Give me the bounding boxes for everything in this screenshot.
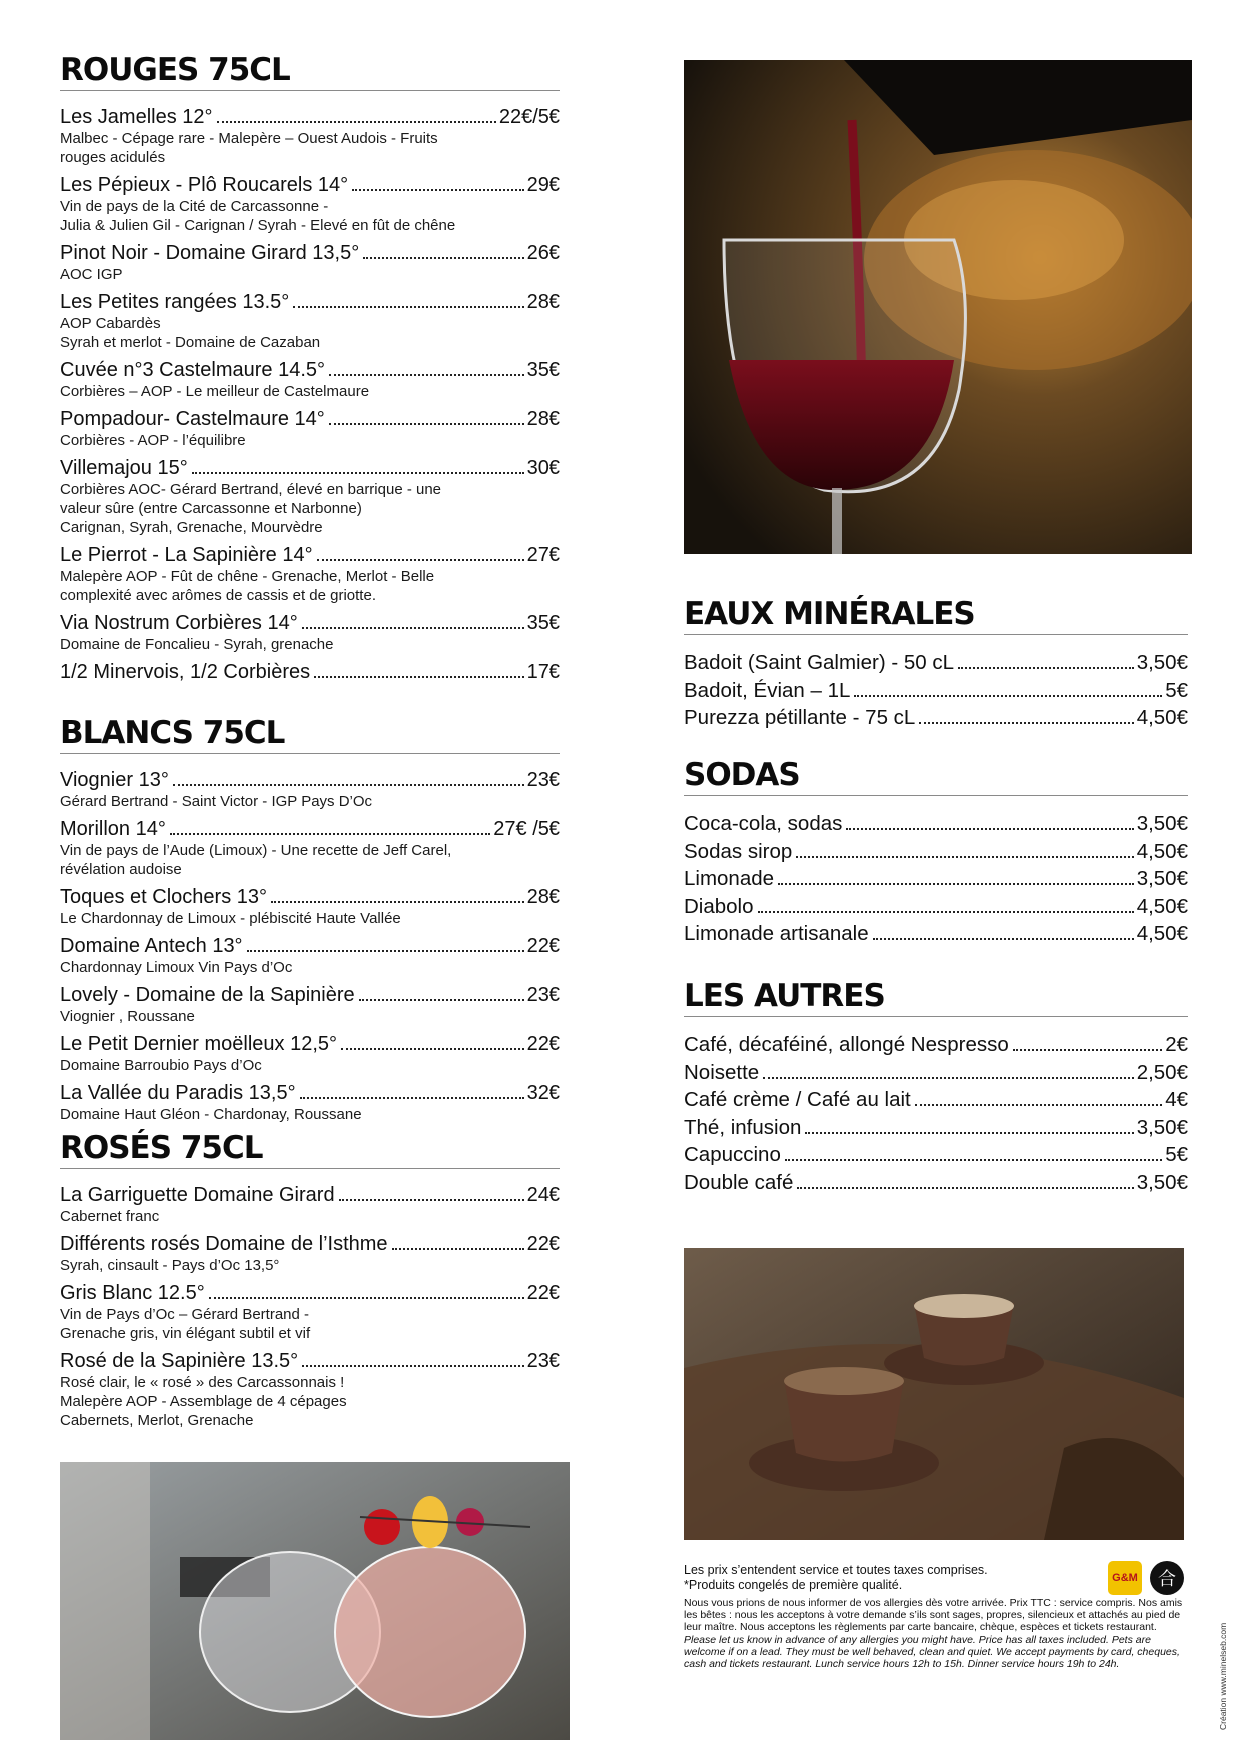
- menu-item-line: [60, 1183, 560, 1207]
- menu-item-line: [60, 173, 560, 197]
- menu-item-description: Corbières – AOP - Le meilleur de Castelmaure: [60, 383, 370, 400]
- menu-item: [60, 290, 560, 352]
- menu-item: [684, 704, 1188, 732]
- menu-item-description: Corbières - AOP - l’équilibre: [60, 432, 246, 449]
- menu-item-name: Villemajou 15°: [60, 457, 188, 479]
- dot-leader: [173, 784, 524, 786]
- menu-item-price: 4,50€: [1136, 839, 1188, 863]
- menu-item: [60, 543, 560, 605]
- menu-item-price: 26€: [526, 242, 560, 264]
- dot-leader: [758, 911, 1134, 913]
- dot-leader: [170, 833, 490, 835]
- dot-leader: [314, 676, 524, 678]
- menu-item-price: 28€: [526, 408, 560, 430]
- menu-item: [60, 105, 560, 167]
- menu-item-line: [60, 1349, 560, 1373]
- menu-item-description: Domaine Barroubio Pays d’Oc: [60, 1057, 262, 1074]
- menu-item-name: Le Petit Dernier moëlleux 12,5°: [60, 1033, 338, 1055]
- dot-leader: [805, 1132, 1133, 1134]
- dot-leader: [352, 189, 523, 191]
- menu-item-line: [60, 105, 560, 129]
- menu-item-price: 27€: [526, 544, 560, 566]
- menu-item-line: [60, 934, 560, 958]
- menu-item: [684, 838, 1188, 866]
- menu-item-name: Sodas sirop: [684, 839, 793, 863]
- menu-item-name: Lovely - Domaine de la Sapinière: [60, 984, 355, 1006]
- coffee-photo: [684, 1248, 1184, 1540]
- menu-item-name: La Vallée du Paradis 13,5°: [60, 1082, 296, 1104]
- dot-leader: [339, 1199, 524, 1201]
- menu-item: [684, 893, 1188, 921]
- menu-item-description: Vin de pays de la Cité de Carcassonne -: [60, 198, 329, 215]
- coffee-illustration: [684, 1248, 1184, 1540]
- dot-leader: [796, 856, 1133, 858]
- menu-item-description: AOC IGP: [60, 266, 123, 283]
- menu-item-line: [684, 865, 1188, 893]
- dot-leader: [192, 472, 524, 474]
- menu-item-line: [60, 611, 560, 635]
- menu-item-line: [684, 677, 1188, 705]
- dot-leader: [247, 950, 524, 952]
- footer-notes: [684, 1563, 1194, 1670]
- menu-item-line: [684, 1086, 1188, 1114]
- dot-leader: [329, 374, 524, 376]
- dot-leader: [363, 257, 523, 259]
- menu-item: [60, 817, 560, 879]
- dot-leader: [329, 423, 524, 425]
- menu-item-description: Le Chardonnay de Limoux - plébiscité Haute Vallée: [60, 910, 401, 927]
- menu-item: [60, 885, 560, 928]
- menu-item-name: Rosé de la Sapinière 13.5°: [60, 1350, 299, 1372]
- dot-leader: [919, 722, 1133, 724]
- menu-item-name: Morillon 14°: [60, 818, 166, 840]
- menu-item: [60, 934, 560, 977]
- menu-item-name: Pompadour- Castelmaure 14°: [60, 408, 325, 430]
- menu-item-price: 2€: [1165, 1033, 1188, 1056]
- menu-item-description: Syrah et merlot - Domaine de Cazaban: [60, 334, 321, 351]
- menu-item-line: [60, 1232, 560, 1256]
- menu-item: [684, 1086, 1188, 1114]
- menu-item-line: [684, 1141, 1188, 1169]
- menu-item-price: 32€: [526, 1082, 560, 1104]
- menu-item: [60, 611, 560, 654]
- dot-leader: [778, 883, 1134, 885]
- menu-item-name: Diabolo: [684, 894, 754, 918]
- section-rouges: [60, 52, 560, 690]
- footer-line-2: *Produits congelés de première qualité.: [684, 1578, 903, 1592]
- menu-item-price: 22€: [526, 1233, 560, 1255]
- dot-leader: [846, 828, 1133, 830]
- menu-item-price: 4,50€: [1136, 706, 1188, 729]
- menu-item-line: [684, 810, 1188, 838]
- section-title: LES AUTRES: [684, 978, 1188, 1017]
- menu-item-price: 23€: [526, 984, 560, 1006]
- footer-legal-fr: Nous vous prions de nous informer de vos allergies dès votre arrivée. Prix TTC : service compris. Nos amis les bêtes : nous les acceptons à votre demande s’ils sont sages, propres, silencieux et attachés au pied de leur maître. Nous acceptons les règlements par carte bancaire, chèque, espèces et tickets restaurant.: [684, 1597, 1183, 1634]
- menu-item: [60, 1032, 560, 1075]
- section-title: SODAS: [684, 757, 1188, 796]
- dot-leader: [341, 1048, 524, 1050]
- menu-item-price: 29€: [526, 174, 560, 196]
- menu-item-line: [684, 1059, 1188, 1087]
- dot-leader: [271, 901, 524, 903]
- menu-item: [684, 865, 1188, 893]
- menu-item: [60, 241, 560, 284]
- menu-item: [684, 1141, 1188, 1169]
- menu-item: [60, 407, 560, 450]
- menu-item-price: 2,50€: [1136, 1060, 1188, 1084]
- menu-item-price: 22€: [526, 1033, 560, 1055]
- menu-item: [60, 768, 560, 811]
- menu-item-name: Noisette: [684, 1060, 760, 1084]
- menu-item-line: [60, 407, 560, 431]
- menu-item-line: [60, 660, 560, 684]
- menu-item-line: [684, 920, 1188, 948]
- section-sodas: [684, 757, 1188, 948]
- menu-item-name: Le Pierrot - La Sapinière 14°: [60, 544, 313, 566]
- dot-leader: [209, 1297, 524, 1299]
- section-title: BLANCS 75CL: [60, 715, 560, 754]
- menu-item-line: [60, 817, 560, 841]
- menu-item-price: 3,50€: [1136, 812, 1188, 835]
- menu-item-description: AOP Cabardès: [60, 315, 161, 332]
- menu-item-line: [60, 885, 560, 909]
- menu-item-price: 28€: [526, 291, 560, 313]
- menu-item-price: 4€: [1165, 1088, 1188, 1111]
- wine-pour-illustration: [684, 60, 1192, 554]
- menu-item-description: Domaine de Foncalieu - Syrah, grenache: [60, 636, 334, 653]
- menu-item: [684, 677, 1188, 705]
- menu-item-price: 24€: [526, 1184, 560, 1206]
- menu-item-name: Domaine Antech 13°: [60, 935, 243, 957]
- menu-item-name: Capuccino: [684, 1143, 781, 1166]
- menu-item-description: Vin de Pays d’Oc – Gérard Bertrand -: [60, 1306, 310, 1323]
- menu-item-description: révélation audoise: [60, 861, 182, 878]
- menu-item-line: [684, 1031, 1188, 1059]
- menu-item-price: 3,50€: [1136, 651, 1188, 674]
- section-title: EAUX MINÉRALES: [684, 596, 1188, 635]
- menu-item-description: Domaine Haut Gléon - Chardonay, Roussane: [60, 1106, 362, 1123]
- hk-logo: 合: [1150, 1561, 1184, 1595]
- menu-item-price: 27€ /5€: [493, 818, 560, 840]
- menu-item-name: Thé, infusion: [684, 1115, 802, 1139]
- dot-leader: [763, 1077, 1133, 1079]
- menu-item-description: Carignan, Syrah, Grenache, Mourvèdre: [60, 519, 323, 536]
- menu-item-name: Les Jamelles 12°: [60, 106, 213, 128]
- menu-item-name: La Garriguette Domaine Girard: [60, 1184, 335, 1206]
- menu-item-description: Syrah, cinsault - Pays d’Oc 13,5°: [60, 1257, 280, 1274]
- menu-item: [60, 1281, 560, 1343]
- menu-item: [60, 1081, 560, 1124]
- footer-line-1: Les prix s’entendent service et toutes taxes comprises.: [684, 1563, 988, 1577]
- menu-item-name: 1/2 Minervois, 1/2 Corbières: [60, 661, 311, 683]
- menu-item-description: Malbec - Cépage rare - Malepère – Ouest Audois - Fruits: [60, 130, 438, 147]
- menu-item: [60, 660, 560, 684]
- menu-item-description: Grenache gris, vin élégant subtil et vif: [60, 1325, 311, 1342]
- menu-item-name: Toques et Clochers 13°: [60, 886, 268, 908]
- menu-item-line: [684, 1169, 1188, 1197]
- menu-item-price: 3,50€: [1136, 1115, 1188, 1139]
- dot-leader: [217, 121, 496, 123]
- menu-item: [60, 1183, 560, 1226]
- menu-item: [60, 983, 560, 1026]
- dot-leader: [854, 695, 1162, 697]
- menu-item-name: Badoit (Saint Galmier) - 50 cL: [684, 651, 955, 674]
- menu-item-line: [60, 241, 560, 265]
- menu-item-price: 23€: [526, 1350, 560, 1372]
- dot-leader: [392, 1248, 524, 1250]
- menu-item-price: 23€: [526, 769, 560, 791]
- menu-item-line: [60, 983, 560, 1007]
- dot-leader: [915, 1104, 1162, 1106]
- menu-item-price: 5€: [1165, 678, 1188, 702]
- menu-item-description: Viognier , Roussane: [60, 1008, 195, 1025]
- dot-leader: [302, 627, 524, 629]
- menu-item-price: 30€: [526, 457, 560, 479]
- section-title: ROSÉS 75CL: [60, 1130, 560, 1169]
- menu-item-price: 35€: [526, 612, 560, 634]
- menu-item-description: rouges acidulés: [60, 149, 166, 166]
- menu-item: [684, 1114, 1188, 1142]
- menu-item-description: Chardonnay Limoux Vin Pays d’Oc: [60, 959, 293, 976]
- menu-item-name: Limonade artisanale: [684, 922, 869, 945]
- menu-item-name: Café crème / Café au lait: [684, 1088, 911, 1111]
- dot-leader: [958, 667, 1134, 669]
- dot-leader: [300, 1097, 524, 1099]
- menu-item-price: 5€: [1165, 1143, 1188, 1166]
- section-roses: [60, 1130, 560, 1436]
- menu-item-name: Purezza pétillante - 75 cL: [684, 706, 916, 729]
- menu-item-price: 17€: [526, 661, 560, 683]
- menu-item-price: 22€/5€: [498, 106, 560, 128]
- menu-item-line: [60, 290, 560, 314]
- menu-item-name: Double café: [684, 1170, 794, 1194]
- menu-item-description: Corbières AOC- Gérard Bertrand, élevé en barrique - une: [60, 481, 442, 498]
- menu-item-line: [684, 649, 1188, 677]
- gm-logo: G&M: [1108, 1561, 1142, 1595]
- menu-item-price: 4,50€: [1136, 894, 1188, 918]
- section-les-autres: [684, 978, 1188, 1196]
- menu-item-line: [60, 358, 560, 382]
- menu-item-price: 3,50€: [1136, 1170, 1188, 1194]
- dot-leader: [359, 999, 524, 1001]
- menu-item: [684, 1031, 1188, 1059]
- menu-item-price: 3,50€: [1136, 867, 1188, 890]
- menu-item-description: Julia & Julien Gil - Carignan / Syrah - Elevé en fût de chêne: [60, 217, 456, 234]
- menu-item-description: Cabernets, Merlot, Grenache: [60, 1412, 254, 1429]
- menu-item-name: Pinot Noir - Domaine Girard 13,5°: [60, 242, 360, 264]
- menu-item-line: [684, 704, 1188, 732]
- dot-leader: [873, 938, 1134, 940]
- credit-vertical: [1218, 1600, 1230, 1730]
- dot-leader: [302, 1365, 523, 1367]
- menu-item-description: Malepère AOP - Assemblage de 4 cépages: [60, 1393, 347, 1410]
- menu-item-line: [60, 1032, 560, 1056]
- menu-item-description: Vin de pays de l’Aude (Limoux) - Une recette de Jeff Carel,: [60, 842, 452, 859]
- menu-item-name: Différents rosés Domaine de l’Isthme: [60, 1233, 388, 1255]
- menu-item-description: Malepère AOP - Fût de chêne - Grenache, Merlot - Belle: [60, 568, 435, 585]
- menu-item: [684, 1169, 1188, 1197]
- menu-item-description: Rosé clair, le « rosé » des Carcassonnais !: [60, 1374, 345, 1391]
- menu-item-name: Coca-cola, sodas: [684, 812, 843, 835]
- menu-item-name: Café, décaféiné, allongé Nespresso: [684, 1033, 1009, 1056]
- menu-item-name: Cuvée n°3 Castelmaure 14.5°: [60, 359, 326, 381]
- menu-item-line: [60, 1081, 560, 1105]
- menu-item-line: [684, 838, 1188, 866]
- footer-legal-en: Please let us know in advance of any allergies you might have. Price has all taxes included. Pets are welcome if on a lead. They must be well behaved, clean and quiet. We accept payments by card, cheques, cash and tickets restaurant. Lunch service hours 12h to 15h. Dinner service hours 19h to 24h.: [684, 1633, 1180, 1671]
- menu-item: [684, 649, 1188, 677]
- menu-item-line: [60, 1281, 560, 1305]
- dot-leader: [293, 306, 523, 308]
- menu-item-line: [60, 768, 560, 792]
- menu-item-line: [684, 1114, 1188, 1142]
- menu-item: [684, 920, 1188, 948]
- menu-item-name: Gris Blanc 12.5°: [60, 1282, 205, 1304]
- menu-item-description: Cabernet franc: [60, 1208, 160, 1225]
- section-eaux-minerales: [684, 596, 1188, 732]
- menu-item-price: 4,50€: [1136, 922, 1188, 945]
- menu-item-name: Viognier 13°: [60, 769, 169, 791]
- section-blancs: [60, 715, 560, 1130]
- menu-item: [60, 173, 560, 235]
- dot-leader: [797, 1187, 1133, 1189]
- menu-item-description: Gérard Bertrand - Saint Victor - IGP Pays D’Oc: [60, 793, 373, 810]
- menu-item-name: Via Nostrum Corbières 14°: [60, 612, 298, 634]
- menu-item-price: 35€: [526, 359, 560, 381]
- credit-text: Création www.minelseb.com: [1218, 1622, 1228, 1730]
- menu-item-description: valeur sûre (entre Carcassonne et Narbonne): [60, 500, 362, 517]
- cocktail-photo: [60, 1462, 570, 1740]
- menu-item-price: 22€: [526, 935, 560, 957]
- menu-item-price: 22€: [526, 1282, 560, 1304]
- menu-item-description: complexité avec arômes de cassis et de griotte.: [60, 587, 376, 604]
- menu-item-name: Les Petites rangées 13.5°: [60, 291, 290, 313]
- menu-item: [684, 1059, 1188, 1087]
- dot-leader: [317, 559, 524, 561]
- dot-leader: [1013, 1049, 1162, 1051]
- menu-item: [60, 1232, 560, 1275]
- menu-item: [60, 456, 560, 537]
- wine-pour-photo: [684, 60, 1192, 554]
- menu-item-name: Limonade: [684, 867, 775, 890]
- menu-item: [60, 1349, 560, 1430]
- section-title: ROUGES 75CL: [60, 52, 560, 91]
- menu-item-line: [60, 543, 560, 567]
- menu-item-line: [60, 456, 560, 480]
- dot-leader: [785, 1159, 1162, 1161]
- menu-item-name: Badoit, Évian – 1L: [684, 678, 851, 702]
- menu-item: [60, 358, 560, 401]
- menu-item: [684, 810, 1188, 838]
- menu-item-price: 28€: [526, 886, 560, 908]
- menu-item-name: Les Pépieux - Plô Roucarels 14°: [60, 174, 349, 196]
- menu-item-line: [684, 893, 1188, 921]
- cocktail-illustration: [60, 1462, 570, 1740]
